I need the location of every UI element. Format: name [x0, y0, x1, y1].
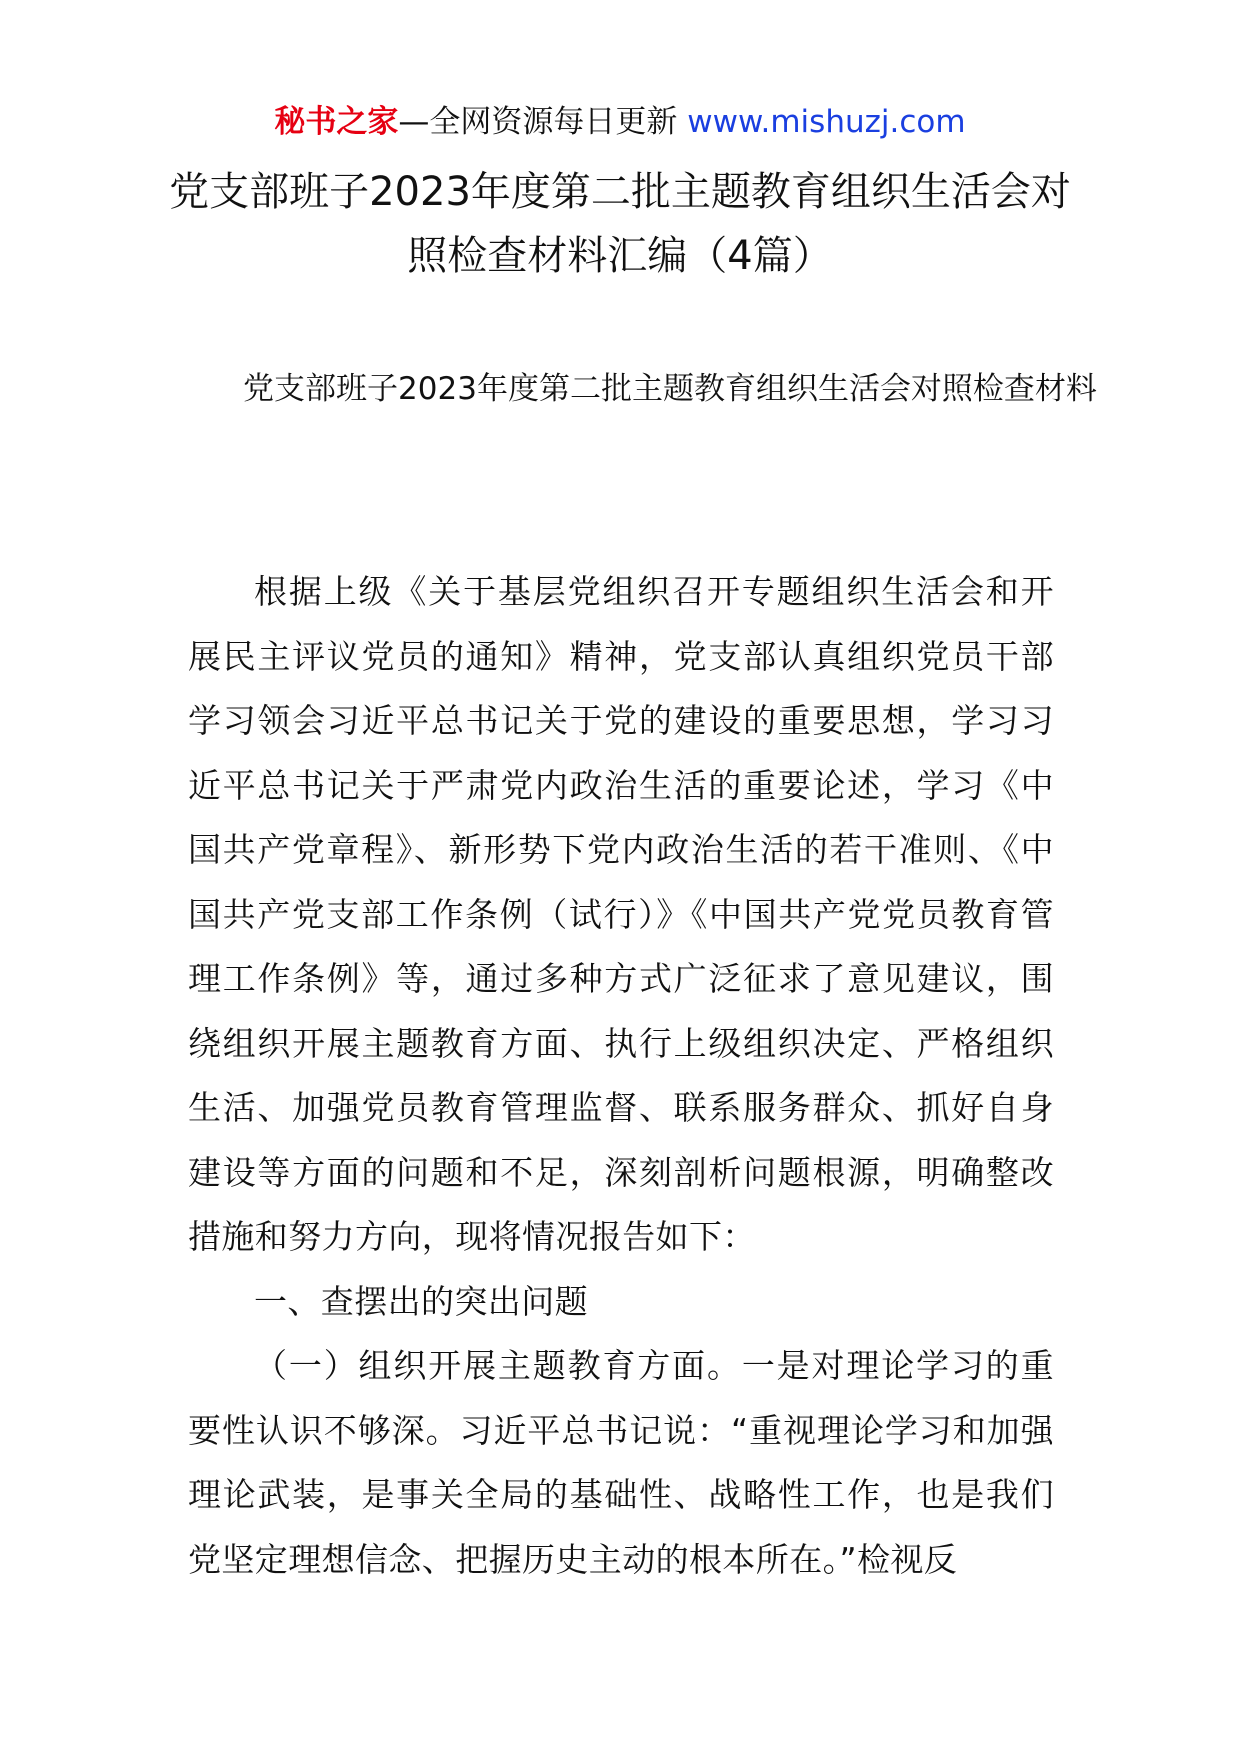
document-title: 党支部班子2023年度第二批主题教育组织生活会对照检查材料汇编（4篇） [169, 169, 1071, 279]
site-banner [0, 100, 1240, 144]
document-subtitle: 党支部班子2023年度第二批主题教育组织生活会对照检查材料 [243, 371, 1097, 407]
site-url-link[interactable]: www.mishuzj.com [687, 104, 966, 140]
document-body [188, 560, 1054, 1592]
brand-name: 秘书之家 [274, 104, 399, 140]
body-paragraph: 根据上级《关于基层党组织召开专题组织生活会和开展民主评议党员的通知》精神，党支部认真组织党员干部学习领会习近平总书记关于党的建设的重要思想，学习习近平总书记关于严肃党内政治生活的重要论述，学习《中国共产党章程》、新形势下党内政治生活的若干准则、《中国共产党支部工作条例（试行）》《中国共产党党员教育管理工作条例》等，通过多种方式广泛征求了意见建议，围绕组织开展主题教育方面、执行上级组织决定、严格组织生活、加强党员教育管理监督、联系服务群众、抓好自身建设等方面的问题和不足，深刻剖析问题根源，明确整改措施和努力方向，现将情况报告如下： [188, 572, 1054, 1256]
banner-tagline: —全网资源每日更新 [398, 104, 688, 140]
body-paragraph: （一）组织开展主题教育方面。一是对理论学习的重要性认识不够深。习近平总书记说：“重视理论学习和加强理论武装，是事关全局的基础性、战略性工作，也是我们党坚定理想信念、把握历史主动的根本所在。”检视反 [188, 1346, 1054, 1579]
section-heading: 一、查摆出的突出问题 [254, 1281, 588, 1321]
